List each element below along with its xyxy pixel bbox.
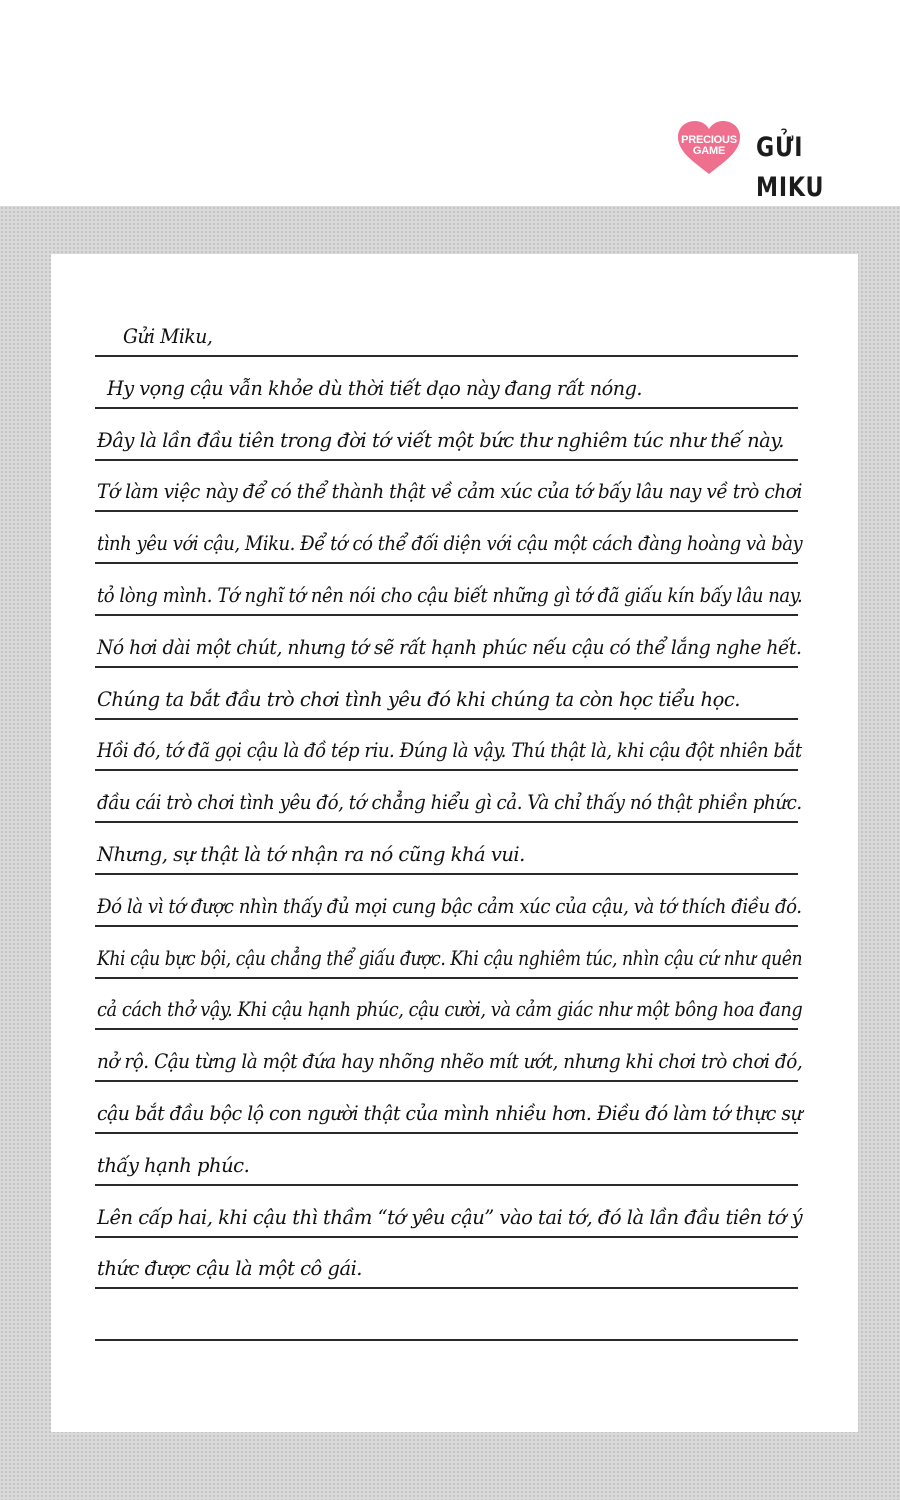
ruled-line <box>95 1184 798 1186</box>
chapter-title: GỬI MIKU <box>756 132 825 203</box>
letter-line: Lên cấp hai, khi cậu thì thầm “tớ yêu cậu” vào tai tớ, đó là lần đầu tiên tớ ý <box>97 1205 803 1229</box>
letter-line <box>97 1306 802 1336</box>
letter-line: đầu cái trò chơi tình yêu đó, tớ chẳng hiểu gì cả. Và chỉ thấy nó thật phiền phức. <box>97 791 802 815</box>
ruled-line <box>95 1236 798 1238</box>
logo-text-line1: PRECIOUS <box>681 134 737 146</box>
ruled-line <box>95 1339 798 1341</box>
ruled-line <box>95 614 798 616</box>
letter-line: nở rộ. Cậu từng là một đứa hay nhõng nhẽo mít ướt, nhưng khi chơi trò chơi đó, <box>97 1050 803 1074</box>
letter-line: tình yêu với cậu, Miku. Để tớ có thể đối diện với cậu một cách đàng hoàng và bày <box>97 532 803 556</box>
page-header <box>0 0 900 206</box>
ruled-line <box>95 1132 798 1134</box>
ruled-line <box>95 977 798 979</box>
ruled-line <box>95 1080 798 1082</box>
letter-line: Khi cậu bực bội, cậu chẳng thể giấu được. Khi cậu nghiêm túc, nhìn cậu cứ như quên <box>97 946 803 970</box>
letter-paper <box>51 254 858 1432</box>
ruled-line <box>95 562 798 564</box>
precious-game-logo <box>676 120 746 176</box>
letter-line: Nó hơi dài một chút, nhưng tớ sẽ rất hạnh phúc nếu cậu có thể lắng nghe hết. <box>97 635 802 659</box>
letter-line: Đây là lần đầu tiên trong đời tớ viết một bức thư nghiêm túc như thế này. <box>97 428 784 452</box>
ruled-line <box>95 510 798 512</box>
ruled-line <box>95 821 798 823</box>
letter-line: Tớ làm việc này để có thể thành thật về cảm xúc của tớ bấy lâu nay về trò chơi <box>97 480 802 504</box>
ruled-line <box>95 1028 798 1030</box>
ruled-line <box>95 769 798 771</box>
ruled-line <box>95 407 798 409</box>
logo-text-line2: GAME <box>692 145 726 157</box>
letter-line: tỏ lòng mình. Tớ nghĩ tớ nên nói cho cậu biết những gì tớ đã giấu kín bấy lâu nay. <box>97 584 803 607</box>
ruled-line <box>95 459 798 461</box>
letter-line: Nhưng, sự thật là tớ nhận ra nó cũng khá vui. <box>97 843 525 866</box>
ruled-line <box>95 1287 798 1289</box>
letter-line: Hồi đó, tớ đã gọi cậu là đồ tép riu. Đúng là vậy. Thú thật là, khi cậu đột nhiên bắt <box>97 739 802 763</box>
ruled-line <box>95 355 798 357</box>
ruled-line <box>95 873 798 875</box>
letter-line: thấy hạnh phúc. <box>97 1153 250 1177</box>
letter-line: Gửi Miku, <box>123 325 213 348</box>
letter-line: Đó là vì tớ được nhìn thấy đủ mọi cung bậc cảm xúc của cậu, và tớ thích điều đó. <box>97 894 802 918</box>
letter-line: Chúng ta bắt đầu trò chơi tình yêu đó khi chúng ta còn học tiểu học. <box>97 687 740 711</box>
ruled-line <box>95 718 798 720</box>
ruled-line <box>95 925 798 927</box>
ruled-line <box>95 666 798 668</box>
letter-line: cậu bắt đầu bộc lộ con người thật của mình nhiều hơn. Điều đó làm tớ thực sự <box>97 1102 803 1125</box>
letter-line: cả cách thở vậy. Khi cậu hạnh phúc, cậu cười, và cảm giác như một bông hoa đang <box>97 998 803 1022</box>
letter-line: thức được cậu là một cô gái. <box>97 1257 363 1281</box>
letter-line: Hy vọng cậu vẫn khỏe dù thời tiết dạo này đang rất nóng. <box>107 376 643 400</box>
